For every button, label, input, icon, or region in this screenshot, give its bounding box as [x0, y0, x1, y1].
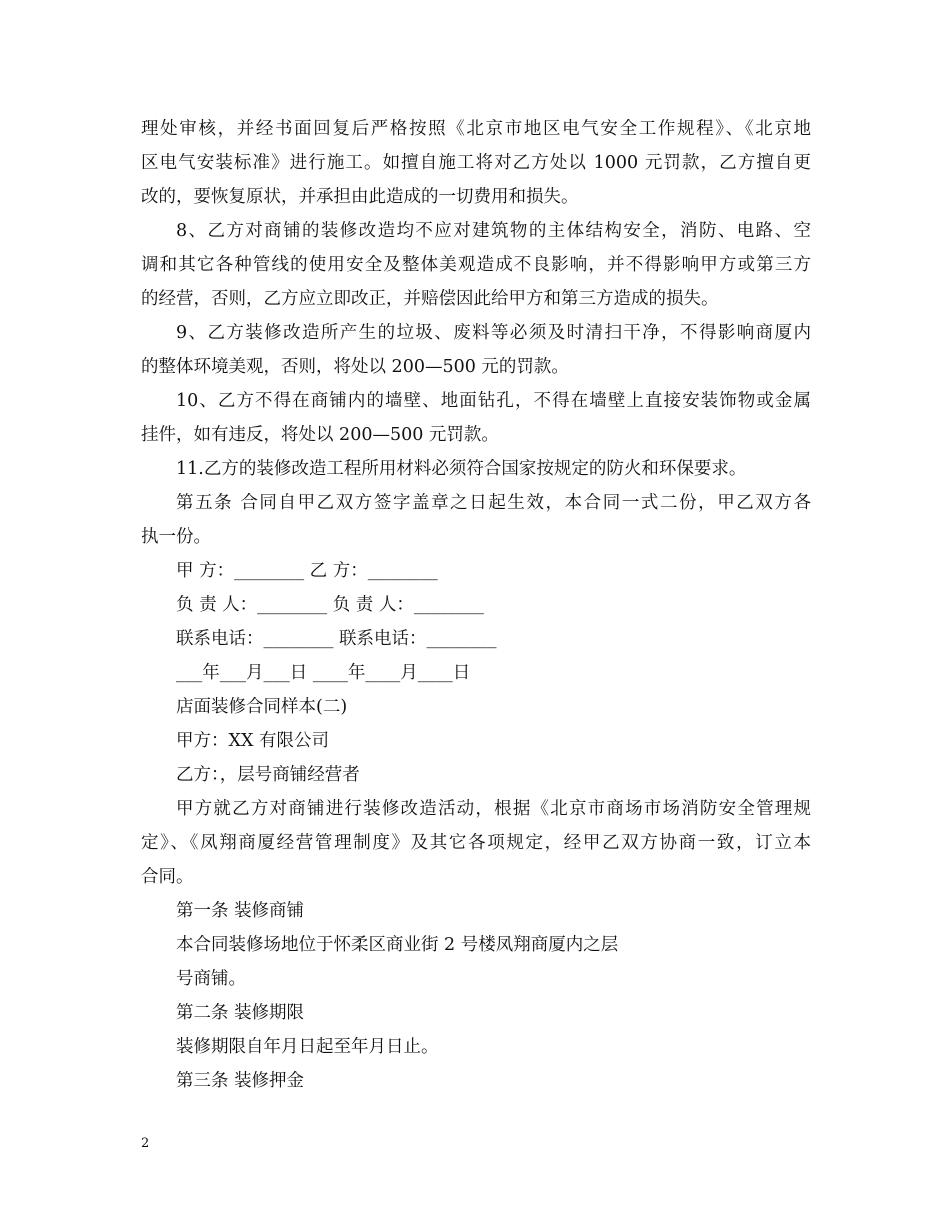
text-line: 装修期限自年月日起至年月日止。: [176, 1037, 439, 1057]
text-line: 挂件，如有违反，将处以 200—500 元罚款。: [141, 425, 499, 445]
text-line: 调和其它各种管线的使用安全及整体美观造成不良影响，并不得影响甲方或第三方: [141, 255, 811, 275]
text-line: 理处审核，并经书面回复后严格按照《北京市地区电气安全工作规程》、《北京地: [141, 119, 811, 139]
text-line: 执一份。: [141, 527, 211, 547]
text-line: 号商铺。: [176, 969, 246, 989]
text-line: 改的，要恢复原状，并承担由此造成的一切费用和损失。: [141, 187, 579, 207]
text-line: 本合同装修场地位于怀柔区商业街 2 号楼凤翔商厦内之层: [176, 935, 619, 955]
text-line: 甲方就乙方对商铺进行装修改造活动，根据《北京市商场市场消防安全管理规: [176, 799, 811, 819]
text-line: 定》、《凤翔商厦经营管理制度》及其它各项规定，经甲乙双方协商一致，订立本: [141, 833, 811, 853]
text-line: 负 责 人：________ 负 责 人：________: [176, 595, 484, 615]
text-line: 甲 方：________ 乙 方：________: [176, 561, 438, 581]
text-line: 11.乙方的装修改造工程所用材料必须符合国家按规定的防火和环保要求。: [176, 459, 747, 479]
text-line: 8、乙方对商铺的装修改造均不应对建筑物的主体结构安全，消防、电路、空: [176, 221, 811, 241]
text-line: 9、乙方装修改造所产生的垃圾、废料等必须及时清扫干净，不得影响商厦内: [176, 323, 811, 343]
text-line: 第二条 装修期限: [176, 1003, 305, 1023]
text-line: 合同。: [141, 867, 194, 887]
text-line: 甲方：XX 有限公司: [176, 731, 329, 751]
text-line: 的整体环境美观，否则，将处以 200—500 元的罚款。: [141, 357, 569, 377]
text-line: ___年___月___日 ____年____月____日: [176, 663, 471, 683]
page-number: 2: [141, 1136, 150, 1151]
text-line: 第三条 装修押金: [176, 1071, 305, 1091]
document-body: [141, 112, 811, 1098]
text-line: 第一条 装修商铺: [176, 901, 305, 921]
text-line: 店面装修合同样本(二): [176, 697, 348, 717]
text-line: 10、乙方不得在商铺内的墙壁、地面钻孔，不得在墙壁上直接安装饰物或金属: [176, 391, 811, 411]
text-line: 区电气安装标准》进行施工。如擅自施工将对乙方处以 1000 元罚款，乙方擅自更: [141, 153, 811, 173]
text-line: 第五条 合同自甲乙双方签字盖章之日起生效，本合同一式二份，甲乙双方各: [176, 493, 811, 513]
text-line: 的经营，否则，乙方应立即改正，并赔偿因此给甲方和第三方造成的损失。: [141, 289, 719, 309]
text-line: 联系电话：________ 联系电话：________: [176, 629, 497, 649]
text-line: 乙方：，层号商铺经营者: [176, 765, 360, 785]
